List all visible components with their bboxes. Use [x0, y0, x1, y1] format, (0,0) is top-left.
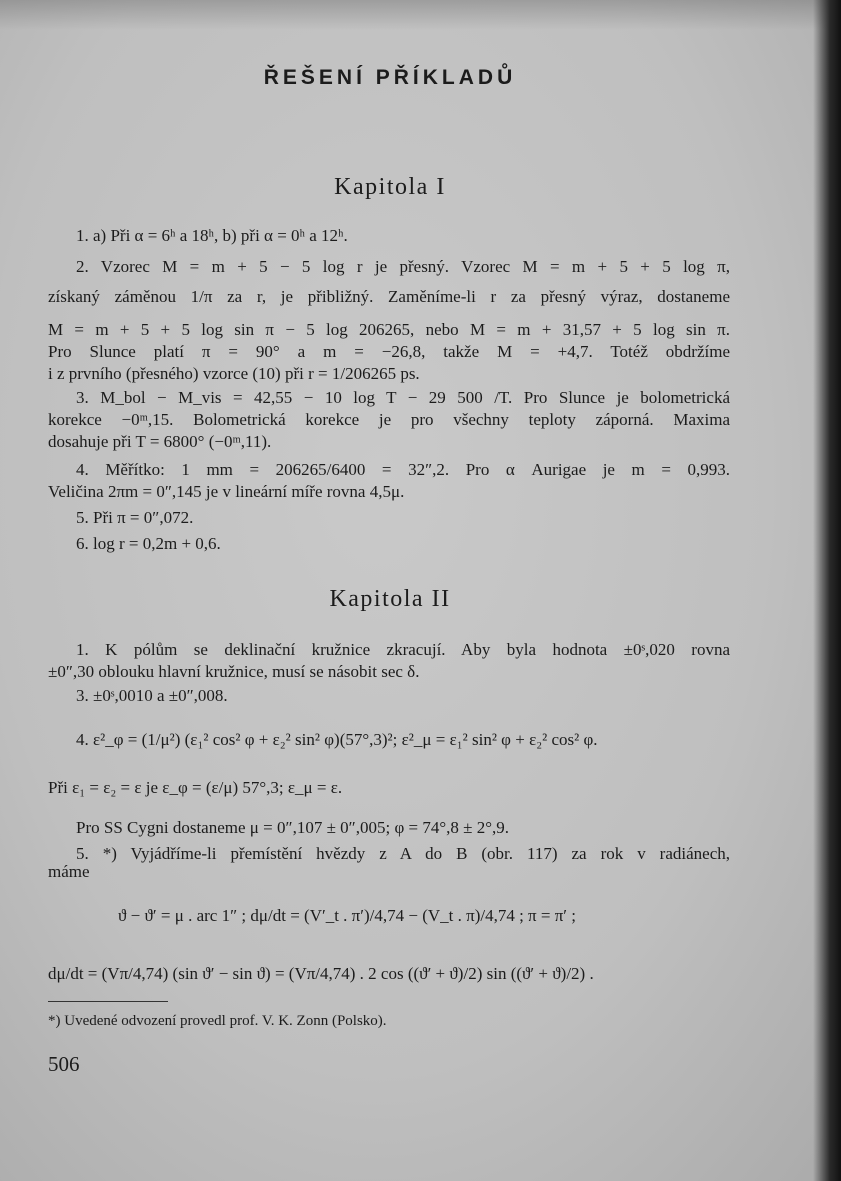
ch1-line-2: 2. Vzorec M = m + 5 − 5 log r je přesný. Vzorec M = m + 5 + 5 log π, [76, 257, 730, 276]
chapter-1-title: Kapitola I [334, 174, 446, 200]
ch1-line-5: Pro Slunce platí π = 90° a m = −26,8, takže M = +4,7. Totéž obdržíme [48, 342, 730, 361]
ch2-line-8: máme [48, 862, 90, 881]
page-heading: ŘEŠENÍ PŘÍKLADŮ [263, 66, 517, 89]
ch1-line-13: 6. log r = 0,2m + 0,6. [76, 534, 221, 553]
ch2-equation-9: ϑ − ϑ′ = μ . arc 1″ ; dμ/dt = (V′_t . π′)/4,74 − (V_t . π)/4,74 ; π = π′ ; [118, 906, 576, 925]
page-number: 506 [48, 1052, 80, 1076]
ch1-line-12: 5. Při π = 0″,072. [76, 508, 194, 527]
chapter-2-title: Kapitola II [329, 586, 451, 612]
ch1-line-3: získaný záměnou 1/π za r, je přibližný. Zaměníme-li r za přesný výraz, dostaneme [48, 287, 730, 306]
ch1-line-7: 3. M_bol − M_vis = 42,55 − 10 log T − 29 500 /T. Pro Slunce je bolometrická [76, 388, 730, 407]
ch2-equation-4: 4. ε²_φ = (1/μ²) (ε₁² cos² φ + ε₂² sin² φ)(57°,3)²; ε²_μ = ε₁² sin² φ + ε₂² cos² φ. [76, 730, 598, 749]
ch1-line-1: 1. a) Při α = 6ʰ a 18ʰ, b) při α = 0ʰ a 12ʰ. [76, 226, 348, 245]
ch2-line-6: Pro SS Cygni dostaneme μ = 0″,107 ± 0″,005; φ = 74°,8 ± 2°,9. [76, 818, 510, 837]
ch2-equation-10: dμ/dt = (Vπ/4,74) (sin ϑ′ − sin ϑ) = (Vπ/4,74) . 2 cos ((ϑ′ + ϑ)/2) sin ((ϑ′ + ϑ)/2) . [48, 964, 594, 983]
ch1-line-11: Veličina 2πm = 0″,145 je v lineární míře rovna 4,5μ. [48, 482, 405, 501]
ch1-line-6: i z prvního (přesného) vzorce (10) při r = 1/206265 ps. [48, 364, 420, 383]
ch2-line-3: 3. ±0ˢ,0010 a ±0″,008. [76, 686, 228, 705]
ch2-equation-5: Při ε₁ = ε₂ = ε je ε_φ = (ε/μ) 57°,3; ε_μ = ε. [48, 778, 343, 797]
ch2-line-7: 5. *) Vyjádříme-li přemístění hvězdy z A do B (obr. 117) za rok v radiánech, [76, 844, 730, 863]
ch1-line-9: dosahuje při T = 6800° (−0ᵐ,11). [48, 432, 272, 451]
footnote-divider [48, 1001, 168, 1002]
scan-shadow [0, 0, 841, 30]
ch1-line-4: M = m + 5 + 5 log sin π − 5 log 206265, nebo M = m + 31,57 + 5 log sin π. [48, 320, 730, 339]
footnote: *) Uvedené odvození provedl prof. V. K. Zonn (Polsko). [48, 1013, 387, 1029]
ch1-line-10: 4. Měřítko: 1 mm = 206265/6400 = 32″,2. Pro α Aurigae je m = 0,993. [76, 460, 730, 479]
ch2-line-2: ±0″,30 oblouku hlavní kružnice, musí se násobit sec δ. [48, 662, 420, 681]
page-edge-shadow [813, 0, 841, 1181]
ch2-line-1: 1. K pólům se deklinační kružnice zkracují. Aby byla hodnota ±0ˢ,020 rovna [76, 640, 730, 659]
ch1-line-8: korekce −0ᵐ,15. Bolometrická korekce je pro všechny teploty záporná. Maxima [48, 410, 730, 429]
